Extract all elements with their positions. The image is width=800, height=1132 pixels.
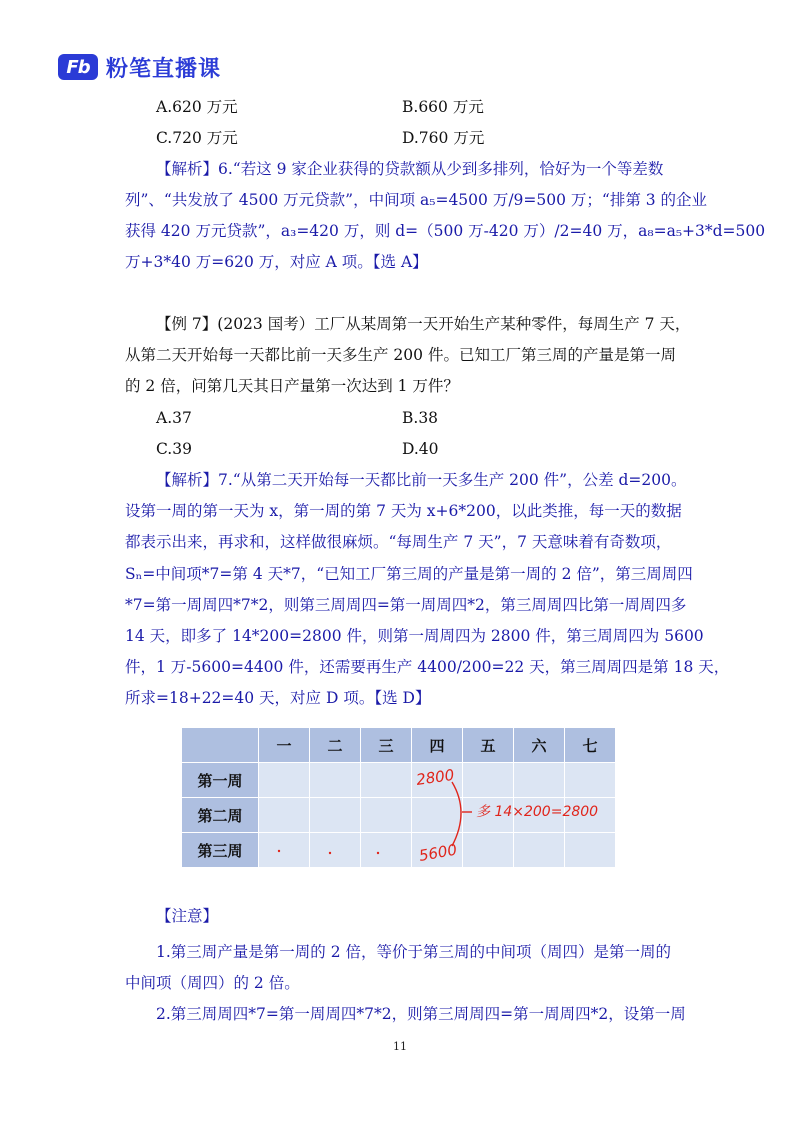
table-cell xyxy=(259,798,310,833)
week-table xyxy=(181,727,616,868)
q7-analysis-line: *7=第一周周四*7*2，则第三周周四=第一周周四*2，第三周周四比第一周周四多 xyxy=(125,596,687,614)
column-header: 三 xyxy=(361,728,412,763)
column-header: 二 xyxy=(310,728,361,763)
q6-option-d: D.760 万元 xyxy=(402,129,485,147)
handwritten-note: 多 14×200=2800 xyxy=(476,804,599,820)
table-row xyxy=(182,798,616,833)
table-cell xyxy=(565,763,616,798)
handwritten-week3-thu: 5600 xyxy=(417,840,459,865)
table-row xyxy=(182,833,616,868)
row-header: 第二周 xyxy=(182,798,259,833)
q7-analysis-line: 设第一周的第一天为 x，第一周的第 7 天为 x+6*200，以此类推，每一天的数据 xyxy=(125,502,682,520)
q6-analysis-line: 列”、“共发放了 4500 万元贷款”，中间项 a₅=4500 万/9=500 万；“排第 3 的企业 xyxy=(125,191,708,209)
q7-option-a: A.37 xyxy=(156,409,192,427)
q6-analysis-line: 【解析】6.“若这 9 家企业获得的贷款额从少到多排列，恰好为一个等差数 xyxy=(156,160,664,178)
q6-analysis-line: 获得 420 万元贷款”，a₃=420 万，则 d=（500 万-420 万）/2=40 万，a₈=a₅+3*d=500 xyxy=(125,222,766,240)
row-header: 第三周 xyxy=(182,833,259,868)
logo-mark: Fb xyxy=(58,54,98,80)
logo xyxy=(58,52,221,82)
q7-analysis-line: 件，1 万-5600=4400 件，还需要再生产 4400/200=22 天，第三周周四是第 18 天， xyxy=(125,658,730,676)
column-header: 一 xyxy=(259,728,310,763)
table-cell xyxy=(361,833,412,868)
table-cell xyxy=(259,763,310,798)
q6-option-c: C.720 万元 xyxy=(156,129,238,147)
table-cell xyxy=(565,833,616,868)
note-line: 1.第三周产量是第一周的 2 倍，等价于第三周的中间项（周四）是第一周的 xyxy=(156,943,672,961)
table-cell xyxy=(565,798,616,833)
table-cell xyxy=(463,798,514,833)
q7-option-b: B.38 xyxy=(402,409,439,427)
q7-analysis-line: 【解析】7.“从第二天开始每一天都比前一天多生产 200 件”，公差 d=200。 xyxy=(156,471,687,489)
note-line: 中间项（周四）的 2 倍。 xyxy=(125,974,300,992)
table-cell xyxy=(463,763,514,798)
table-cell xyxy=(463,833,514,868)
q7-option-c: C.39 xyxy=(156,440,192,458)
note-title: 【注意】 xyxy=(156,907,219,925)
q7-analysis-line: 14 天，即多了 14*200=2800 件，则第一周周四为 2800 件，第三周周四为 5600 xyxy=(125,627,704,645)
page-number: 11 xyxy=(393,1040,407,1053)
q7-analysis-line: 都表示出来，再求和，这样做很麻烦。“每周生产 7 天”，7 天意味着有奇数项， xyxy=(125,533,672,551)
table-cell xyxy=(361,798,412,833)
q7-stem-line: 从第二天开始每一天都比前一天多生产 200 件。已知工厂第三周的产量是第一周 xyxy=(125,346,676,364)
table-cell xyxy=(412,833,463,868)
column-header: 四 xyxy=(412,728,463,763)
q6-option-b: B.660 万元 xyxy=(402,98,484,116)
table-cell xyxy=(412,763,463,798)
column-header: 五 xyxy=(463,728,514,763)
table-cell xyxy=(514,763,565,798)
table-cell xyxy=(259,833,310,868)
row-header: 第一周 xyxy=(182,763,259,798)
column-header: 七 xyxy=(565,728,616,763)
q6-analysis-line: 万+3*40 万=620 万，对应 A 项。【选 A】 xyxy=(125,253,428,271)
table-cell xyxy=(361,763,412,798)
table-cell xyxy=(310,798,361,833)
table-cell xyxy=(310,763,361,798)
logo-text: 粉笔直播课 xyxy=(106,56,222,82)
column-header: 六 xyxy=(514,728,565,763)
q6-option-a: A.620 万元 xyxy=(156,98,238,116)
table-cell xyxy=(310,833,361,868)
table-cell xyxy=(412,798,463,833)
table-corner-cell xyxy=(182,728,259,763)
q7-stem-line: 的 2 倍，问第几天其日产量第一次达到 1 万件？ xyxy=(125,377,459,395)
table-cell xyxy=(514,833,565,868)
q7-stem-line: 【例 7】(2023 国考）工厂从某周第一天开始生产某种零件，每周生产 7 天， xyxy=(156,315,691,333)
q7-analysis-line: Sₙ=中间项*7=第 4 天*7，“已知工厂第三周的产量是第一周的 2 倍”，第三周周四 xyxy=(125,565,693,583)
q7-option-d: D.40 xyxy=(402,440,439,458)
table-header-row xyxy=(182,728,616,763)
table-row xyxy=(182,763,616,798)
note-line: 2.第三周周四*7=第一周周四*7*2，则第三周周四=第一周周四*2，设第一周 xyxy=(156,1005,686,1023)
q7-analysis-line: 所求=18+22=40 天，对应 D 项。【选 D】 xyxy=(125,689,431,707)
handwritten-week1-thu: 2800 xyxy=(415,765,456,789)
table-cell xyxy=(514,798,565,833)
